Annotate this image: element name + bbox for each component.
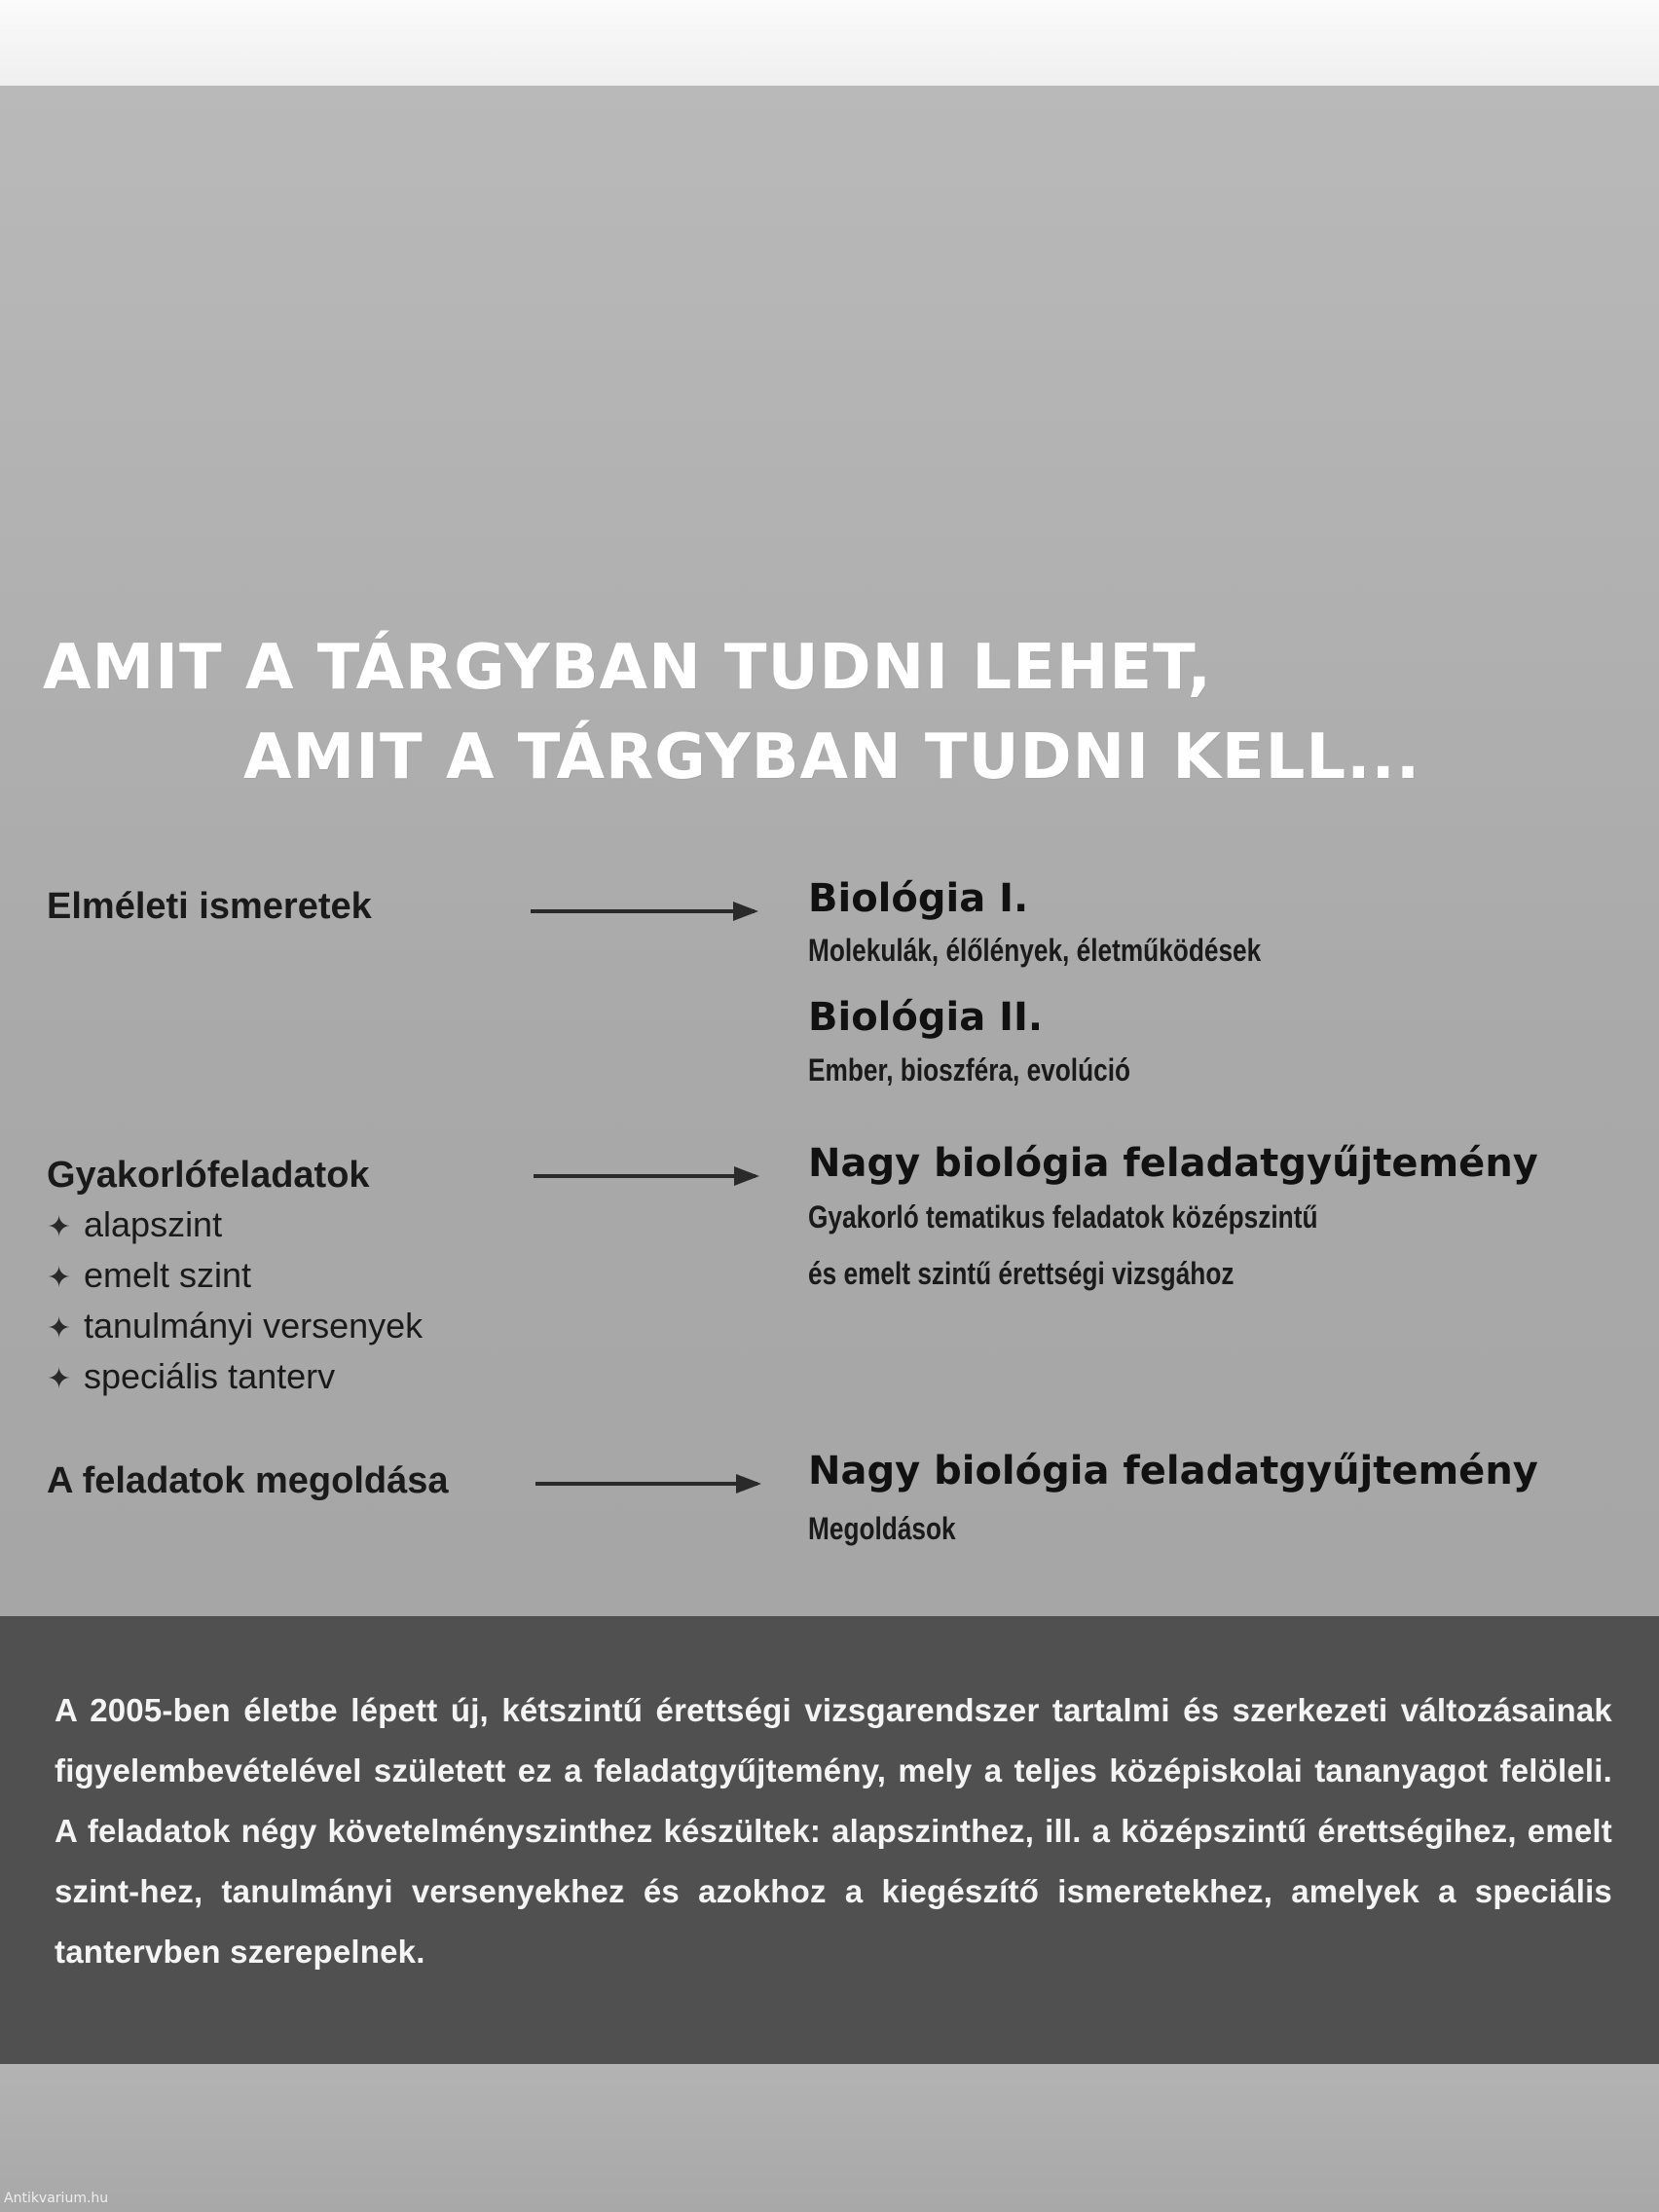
arrow-right-icon <box>534 1174 756 1178</box>
watermark: Antikvarium.hu <box>4 2191 109 2206</box>
book-title-biologia-2: Biológia II. <box>808 995 1044 1040</box>
book-title-biologia-1: Biológia I. <box>808 876 1029 921</box>
page-background-strip <box>0 0 1659 97</box>
list-item <box>47 1250 423 1301</box>
description-text: A 2005-ben életbe lépett új, kétszintű érettségi vizsgarendszer tartalmi és szerkezeti változásainak figyelembevételével született ez a feladatgyűjtemény, mely a teljes középiskolai tananyagot felöleli. A feladatok négy követelményszinthez készültek: alapszinthez, ill. a középszintű érettségihez, emelt szint-hez, tanulmányi versenyekhez és azokhoz a kiegészítő ismeretekhez, amelyek a speciális tantervben szerepelnek. <box>55 1692 1612 1970</box>
list-item <box>47 1301 423 1351</box>
headline <box>43 623 1640 802</box>
book-subtitle-biologia-1: Molekulák, élőlények, életműködések <box>808 933 1262 968</box>
star-bullet-icon: ✦ <box>47 1211 72 1243</box>
book-subtitle-megoldasok: Megoldások <box>808 1511 956 1546</box>
list-item <box>47 1199 423 1250</box>
headline-line-2: AMIT A TÁRGYBAN TUDNI KELL... <box>243 721 1421 793</box>
bullet-text: tanulmányi versenyek <box>84 1306 424 1346</box>
level-bullet-list <box>47 1199 423 1402</box>
book-subtitle-feladatgyujtemeny-line-2: és emelt szintű érettségi vizsgához <box>808 1256 1235 1291</box>
book-subtitle-biologia-2: Ember, bioszféra, evolúció <box>808 1052 1131 1088</box>
star-bullet-icon: ✦ <box>47 1363 72 1395</box>
bullet-text: emelt szint <box>84 1255 252 1295</box>
book-subtitle-feladatgyujtemeny-line-1: Gyakorló tematikus feladatok középszintű <box>808 1199 1318 1235</box>
label-elmeleti-ismeretek: Elméleti ismeretek <box>47 886 372 927</box>
star-bullet-icon: ✦ <box>47 1312 72 1345</box>
list-item <box>47 1351 423 1402</box>
book-title-feladatgyujtemeny: Nagy biológia feladatgyűjtemény <box>808 1141 1538 1186</box>
bullet-text: speciális tanterv <box>84 1356 336 1396</box>
bullet-text: alapszint <box>84 1204 223 1244</box>
book-title-megoldasok: Nagy biológia feladatgyűjtemény <box>808 1449 1538 1493</box>
headline-line-1: AMIT A TÁRGYBAN TUDNI LEHET, <box>43 632 1212 704</box>
arrow-right-icon <box>531 909 755 913</box>
label-feladatok-megoldasa: A feladatok megoldása <box>47 1460 449 1501</box>
cover-bottom <box>0 2064 1659 2212</box>
label-gyakorlofeladatok: Gyakorlófeladatok <box>47 1155 370 1196</box>
star-bullet-icon: ✦ <box>47 1262 72 1294</box>
arrow-right-icon <box>535 1482 757 1486</box>
